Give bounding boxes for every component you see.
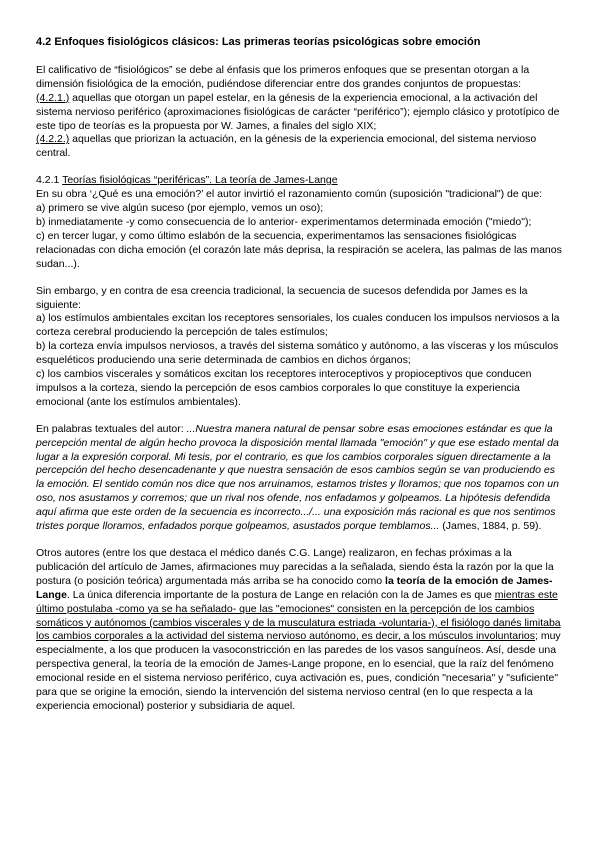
intro-item-2-text: aquellas que priorizan la actuación, en la génesis de la experiencia emocional, del sistema nervioso central. (36, 133, 537, 160)
theory-name: la teoría de la emoción de James-Lange (36, 574, 553, 601)
quote-text: ...Nuestra manera natural de pensar sobre esas emociones estándar es que la percepción mental de algún hecho provoca la disposición mental llamada "emoción" y que ese estado mental da lugar a la expresión corporal. Mi tesis, por el contrario, es que los cambios corporales siguen directamente a la percepción del hecho desencadenante y que nuestra sensación de esos cambios según se van produciendo es la emoción. El sentido común nos dice que nos arruinamos, estamos tristes y lloramos; que nos topamos con un oso, nos asustamos y corremos; que un rival nos ofende, nos enfadamos y golpeamos. La hipótesis defendida aquí afirma que este orden de la secuencia es incorrecto.../... una exposición más racional es que nos sentimos tristes porque lloramos, enfadados porque golpeamos, asustados porque temblamos... (36, 422, 559, 533)
intro-item-1-text: aquellas que otorgan un papel estelar, en la génesis de la experiencia emocional, a la activación del sistema nervioso periférico (aproximaciones fisiológicas de carácter “periférico”); ejemplo clásico y prototípico de este tipo de teorías es la propuesta por W. James, a finales del siglo XIX; (36, 91, 560, 132)
james-item-b: b) la corteza envía impulsos nerviosos, a través del sistema somático y autónomo, a las vísceras y los músculos esqueléticos produciendo una serie determinada de cambios en dichos órganos; (36, 340, 559, 367)
ref-4-2-2: (4.2.2.) (36, 133, 70, 146)
section-title: 4.2 Enfoques fisiológicos clásicos: Las primeras teorías psicológicas sobre emoción (36, 36, 481, 48)
intro-block (36, 64, 564, 161)
lange-difference: mientras este último postulaba -como ya se ha señalado- que las "emociones" consisten en la percepción de los cambios somáticos y autónomos (cambios viscerales y de la musculatura estriada -voluntaria-), el fisiólogo danés limitaba los cambios corporales a la actividad del sistema nervioso autónomo, es decir, a los músculos involuntarios (36, 588, 561, 643)
lange-part-1: Otros autores (entre los que destaca el médico danés C.G. Lange) realizaron, en fechas próximas a la publicación del artículo de James, afirmaciones muy parecidas a la señalada, siendo ésta la razón por la que la postura (o posición teórica) argumentada más arriba se ha conocido como (36, 547, 554, 587)
intro-item-2 (36, 133, 564, 161)
lange-part-3: ; muy especialmente, a los que producen la vasoconstricción en las paredes de los vasos sanguíneos. Así, desde una perspectiva general, la teoría de la emoción de James-Lange propone, en lo esencial, que la raíz del fenómeno emocional reside en el sistema nervioso periférico, cuya activación es, pues, condición "necesaria" y "suficiente" para que se origine la emoción, siendo la intervención del sistema nervioso central (en lo que respecta a la experiencia emocional) posterior y subsidiaria de aquel. (36, 630, 561, 712)
intro-paragraph: El calificativo de “fisiológicos” se debe al énfasis que los primeros enfoques que se presentan otorgan a la dimensión fisiológica de la emoción, pudiéndose diferenciar entre dos grandes conjuntos de propuestas: (36, 63, 530, 90)
lange-paragraph (36, 547, 564, 714)
traditional-item-b: b) inmediatamente -y como consecuencia de lo anterior- experimentamos determinada emoción ("miedo"); (36, 215, 532, 228)
traditional-item-c: c) en tercer lugar, y como último eslabón de la secuencia, experimentamos las sensaciones fisiológicas relacionadas con dicha emoción (el corazón late más deprisa, la respiración se acelera, las palmas de las manos sudan...). (36, 229, 562, 270)
james-item-a: a) los estímulos ambientales excitan los receptores sensoriales, los cuales conducen los impulsos nerviosos a la corteza cerebral produciendo la percepción de tales estímulos; (36, 312, 560, 339)
ref-4-2-1: (4.2.1.) (36, 91, 70, 104)
quote-lead: En palabras textuales del autor: (36, 422, 187, 435)
subsection-heading-text: Teorías fisiológicas “periféricas”. La teoría de James-Lange (62, 174, 338, 187)
lange-part-2: . La única diferencia importante de la postura de Lange en relación con la de James es que (66, 588, 495, 601)
subsection-number: 4.2.1 (36, 174, 63, 187)
intro-item-1 (36, 92, 564, 134)
james-item-c: c) los cambios viscerales y somáticos excitan los receptores interoceptivos y propioceptivos que conducen impulsos a la corteza, siendo la percepción de esos cambios corporales lo que constituye la experiencia emocional (ante los estímulos ambientales). (36, 368, 532, 408)
james-sequence (36, 285, 564, 410)
subsection-james-lange (36, 174, 564, 271)
subsection-heading (36, 174, 564, 188)
traditional-lead: En su obra ‘¿Qué es una emoción?’ el autor invirtió el razonamiento común (suposición "tradicional") de que: (36, 188, 543, 201)
quote-citation: (James, 1884, p. 59). (439, 520, 542, 533)
james-lead: Sin embargo, y en contra de esa creencia tradicional, la secuencia de sucesos defendida por James es la siguiente: (36, 284, 528, 311)
james-quote (36, 423, 564, 534)
traditional-item-a: a) primero se vive algún suceso (por ejemplo, vemos un oso); (36, 202, 324, 215)
